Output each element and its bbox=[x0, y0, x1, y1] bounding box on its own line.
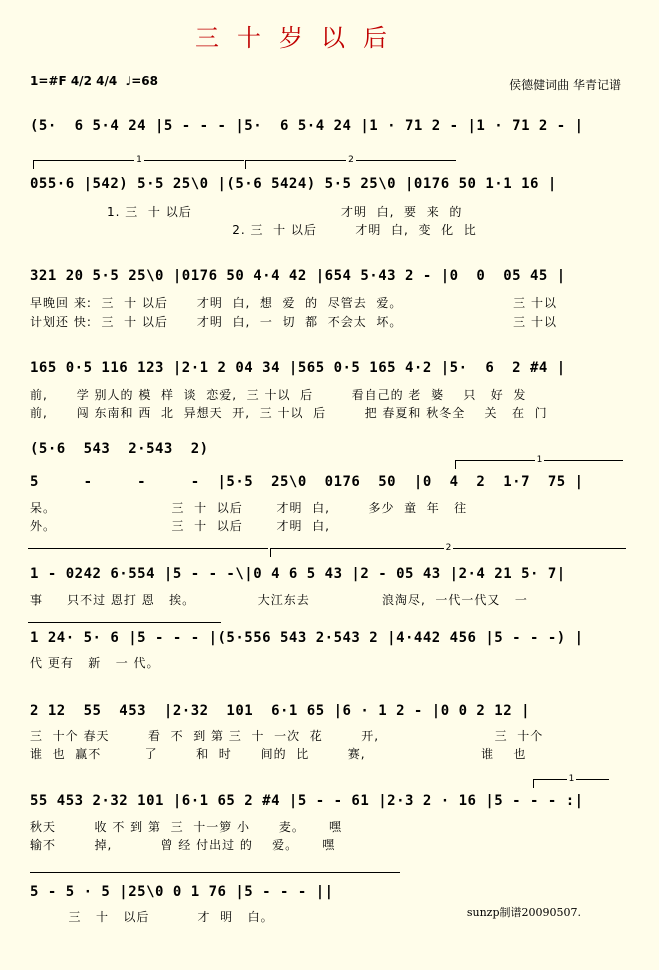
notation-line-5-top: (5·6 543 2·543 2) bbox=[30, 441, 209, 457]
ending-bracket-1: 1 bbox=[455, 460, 623, 469]
notation-line-7: 1 24· 5· 6 |5 - - - |(5·556 543 2·543 2 |4·442 456 |5 - - -) | bbox=[30, 630, 584, 646]
lyric-line-9b: 输不 掉, 曾 经 付出过 的 爱。 嘿 bbox=[30, 838, 336, 852]
notation-line-3: 321 20 5·5 25\0 |0176 50 4·4 42 |654 5·43 2 - |0 0 05 45 | bbox=[30, 268, 566, 284]
first-ending-bracket: 1 bbox=[33, 160, 244, 169]
notation-line-4: 165 0·5 116 123 |2·1 2 04 34 |565 0·5 165 4·2 |5· 6 2 #4 | bbox=[30, 360, 566, 376]
lyric-line-3b: 计划还 快: 三 十 以后 才明 白, 一 切 都 不会太 坏。 三 十以 bbox=[30, 315, 557, 329]
notation-line-10: 5 - 5 · 5 |25\0 0 1 76 |5 - - - || bbox=[30, 884, 334, 900]
coda-bracket bbox=[30, 872, 400, 881]
notation-line-6: 1 - 0242 6·554 |5 - - -\|0 4 6 5 43 |2 - 05 43 |2·4 21 5· 7| bbox=[30, 566, 566, 582]
song-title: 三十岁以后 bbox=[195, 24, 405, 52]
lyric-line-8b: 谁 也 赢不 了 和 时 间的 比 赛, 谁 也 bbox=[30, 747, 527, 761]
credits: 侯德健词曲 华青记谱 bbox=[509, 78, 621, 92]
lyric-line-9a: 秋天 收 不 到 第 三 十一箩 小 麦。 嘿 bbox=[30, 820, 342, 834]
lyric-line-2a: 1. 三 十 以后 才明 白, 要 来 的 bbox=[30, 205, 463, 219]
second-ending-bracket: 2 bbox=[245, 160, 456, 169]
notation-line-9: 55 453 2·32 101 |6·1 65 2 #4 |5 - - 61 |2·3 2 · 16 |5 - - - :| bbox=[30, 793, 584, 809]
lyric-line-5a: 呆。 三 十 以后 才明 白, 多少 童 年 往 bbox=[30, 501, 468, 515]
lyric-line-4b: 前, 闯 东南和 西 北 异想天 开, 三 十以 后 把 春夏和 秋冬全 关 在 门 bbox=[30, 406, 548, 420]
lyric-line-6a: 事 只不过 恩打 恩 挨。 大江东去 浪淘尽, 一代一代又 一 bbox=[30, 593, 528, 607]
footer-credit: sunzp制谱20090507. bbox=[466, 906, 581, 919]
notation-line-5: 5 - - - |5·5 25\0 0176 50 |0 4 2 1·7 75 | bbox=[30, 474, 584, 490]
continuation-bracket bbox=[28, 548, 268, 557]
notation-line-2: 055·6 |542) 5·5 25\0 |(5·6 5424) 5·5 25\0 |0176 50 1·1 16 | bbox=[30, 176, 557, 192]
lyric-line-4a: 前, 学 别人的 模 样 谈 恋爱, 三 十以 后 看自己的 老 婆 只 好 发 bbox=[30, 388, 527, 402]
lyric-line-8a: 三 十个 春天 看 不 到 第 三 十 一次 花 开, 三 十个 bbox=[30, 729, 544, 743]
key-signature: 1=#F 4/2 4/4 ♩=68 bbox=[30, 74, 158, 88]
lyric-line-7a: 代 更有 新 一 代。 bbox=[30, 656, 160, 670]
ending-bracket-2: 2 bbox=[270, 548, 626, 557]
lyric-line-10a: 三 十 以后 才 明 白。 bbox=[30, 910, 274, 924]
notation-line-8: 2 12 55 453 |2·32 101 6·1 65 |6 · 1 2 - |0 0 2 12 | bbox=[30, 703, 531, 719]
lyric-line-2b: 2. 三 十 以后 才明 白, 变 化 比 bbox=[30, 223, 477, 237]
lyric-line-5b: 外。 三 十 以后 才明 白, bbox=[30, 519, 330, 533]
notation-line-1: (5· 6 5·4 24 |5 - - - |5· 6 5·4 24 |1 · 71 2 - |1 · 71 2 - | bbox=[30, 118, 584, 134]
ending-bracket-3: 1 bbox=[533, 779, 609, 788]
lyric-line-3a: 早晚回 来: 三 十 以后 才明 白, 想 爱 的 尽管去 爱。 三 十以 bbox=[30, 296, 557, 310]
